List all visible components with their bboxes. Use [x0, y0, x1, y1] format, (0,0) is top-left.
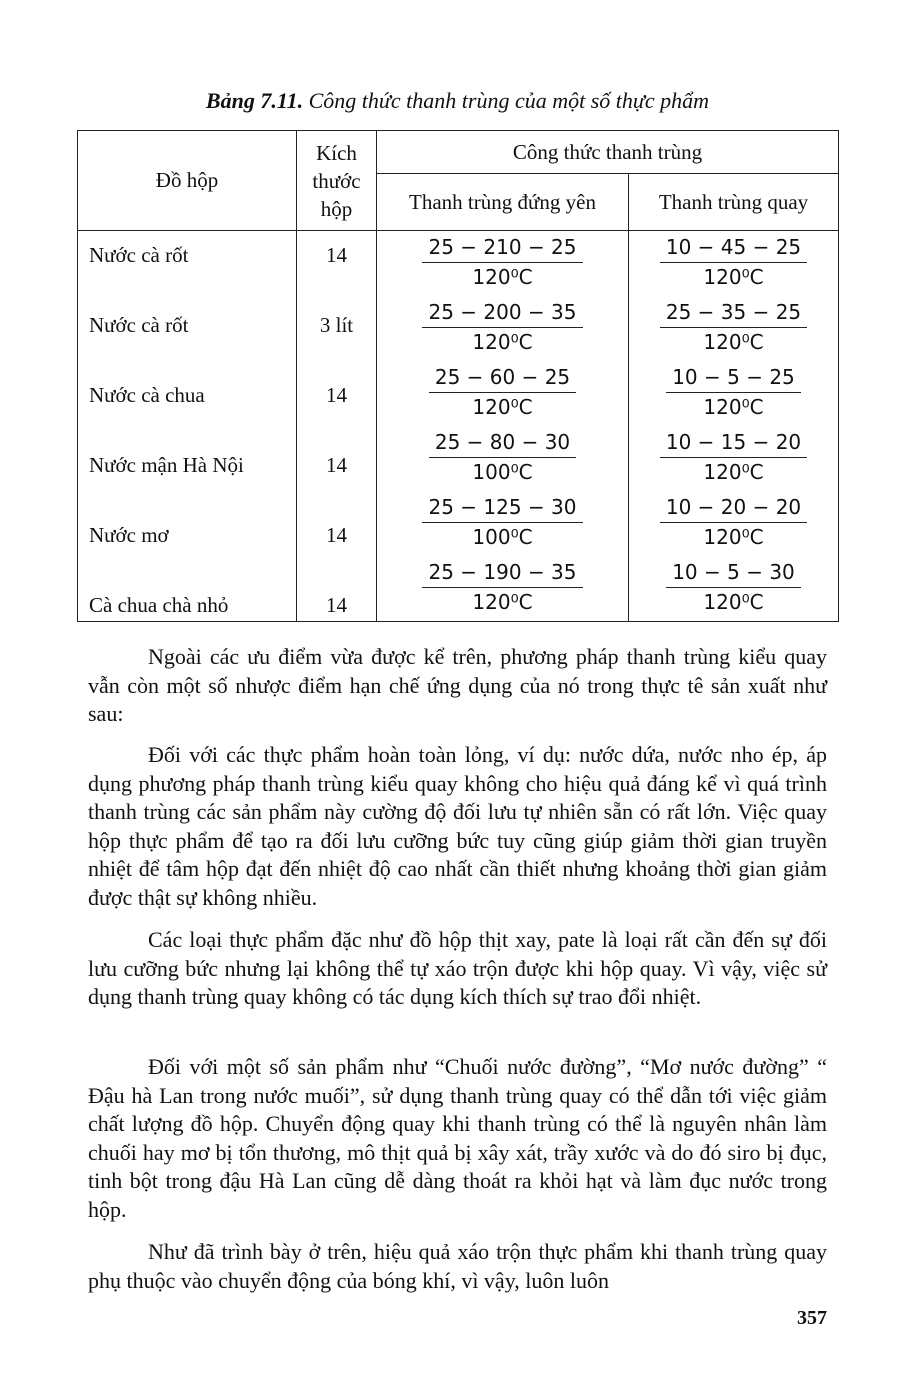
size-cell: 14	[326, 523, 347, 547]
paragraph: Ngoài các ưu điểm vừa được kể trên, phương pháp thanh trùng kiểu quay vẫn còn một số nhược điểm hạn chế ứng dụng của nó trong thực tê sản xuất như sau:	[88, 644, 827, 726]
header-formula: Công thức thanh trùng	[377, 131, 839, 174]
rotary-formula: $\frac{10 - 15 - 20}{\text{120⁰C}}$	[629, 430, 838, 482]
product-cell: Nước cà rốt	[89, 243, 189, 267]
page-number: 357	[797, 1307, 827, 1329]
static-formula: $\frac{25 - 60 - 25}{\text{120⁰C}}$	[377, 365, 628, 417]
product-cell: Nước mận Hà Nội	[89, 453, 244, 477]
size-cell: 14	[326, 243, 347, 267]
product-cell: Nước cà rốt	[89, 313, 189, 337]
rotary-formula: $\frac{10 - 45 - 25}{\text{120⁰C}}$	[629, 235, 838, 287]
header-rotary: Thanh trùng quay	[629, 174, 839, 231]
static-formula: $\frac{25 - 200 - 35}{\text{120⁰C}}$	[377, 300, 628, 352]
header-product: Đồ hộp	[78, 131, 297, 231]
rotary-formula: $\frac{10 - 5 - 30}{\text{120⁰C}}$	[629, 560, 838, 612]
product-cell: Nước mơ	[89, 523, 169, 547]
table-caption	[0, 88, 915, 114]
paragraph: Đối với các thực phẩm hoàn toàn lỏng, ví dụ: nước dứa, nước nho ép, áp dụng phương pháp thanh trùng kiểu quay không cho hiệu quả đáng kể vì quá trình thanh trùng các sản phẩm này cường độ đối lưu tự nhiên sẵn có rất lớn. Việc quay hộp thực phẩm để tạo ra đối lưu cưỡng bức tuy cũng giúp giảm thời gian truyền nhiệt để tâm hộp đạt đến nhiệt độ cao nhất cần thiết nhưng khoảng thời gian giảm được thật sự không nhiều.	[88, 742, 827, 910]
static-formula: $\frac{25 - 190 - 35}{\text{120⁰C}}$	[377, 560, 628, 612]
size-column	[297, 231, 377, 622]
product-cell: Nước cà chua	[89, 383, 205, 407]
static-formula: $\frac{25 - 125 - 30}{\text{100⁰C}}$	[377, 495, 628, 547]
static-formula: $\frac{25 - 210 - 25}{\text{120⁰C}}$	[377, 235, 628, 287]
product-cell: Cà chua chà nhỏ	[89, 593, 229, 617]
table-caption-label: Bảng 7.11.	[205, 88, 304, 113]
size-cell: 14	[326, 453, 347, 477]
size-cell: 3 lít	[319, 313, 354, 337]
size-cell: 14	[326, 383, 347, 407]
static-formula: $\frac{25 - 80 - 30}{\text{100⁰C}}$	[377, 430, 628, 482]
static-column	[377, 231, 629, 622]
paragraph: Các loại thực phẩm đặc như đồ hộp thịt xay, pate là loại rất cần đến sự đối lưu cưỡng bức nhưng lại không thể tự xáo trộn được khi hộp quay. Vì vậy, việc sử dụng thanh trùng quay không có tác dụng kích thích sự trao đổi nhiệt.	[88, 927, 827, 1009]
product-column	[78, 231, 297, 622]
paragraph: Như đã trình bày ở trên, hiệu quả xáo trộn thực phẩm khi thanh trùng quay phụ thuộc vào chuyển động của bóng khí, vì vậy, luôn luôn	[88, 1239, 827, 1293]
header-size: Kích thước hộp	[297, 131, 377, 231]
rotary-formula: $\frac{10 - 5 - 25}{\text{120⁰C}}$	[629, 365, 838, 417]
table-caption-title: Công thức thanh trùng của một số thực phẩm	[308, 88, 710, 113]
header-static: Thanh trùng đứng yên	[377, 174, 629, 231]
size-cell: 14	[326, 593, 347, 617]
rotary-column	[629, 231, 839, 622]
sterilization-table	[77, 130, 839, 622]
rotary-formula: $\frac{25 - 35 - 25}{\text{120⁰C}}$	[629, 300, 838, 352]
rotary-formula: $\frac{10 - 20 - 20}{\text{120⁰C}}$	[629, 495, 838, 547]
paragraph: Đối với một số sản phẩm như “Chuối nước đường”, “Mơ nước đường” “ Đậu hà Lan trong nước muối”, sử dụng thanh trùng quay có thể dẫn tới việc giảm chất lượng đồ hộp. Chuyển động quay khi thanh trùng có thể là nguyên nhân làm chuối hay mơ bị tổn thương, mô thịt quả bị xây xát, trầy xước và do đó siro bị đục, tinh bột trong đậu Hà Lan cũng dễ dàng thoát ra khỏi hạt và làm đục nước trong hộp.	[88, 1054, 827, 1222]
